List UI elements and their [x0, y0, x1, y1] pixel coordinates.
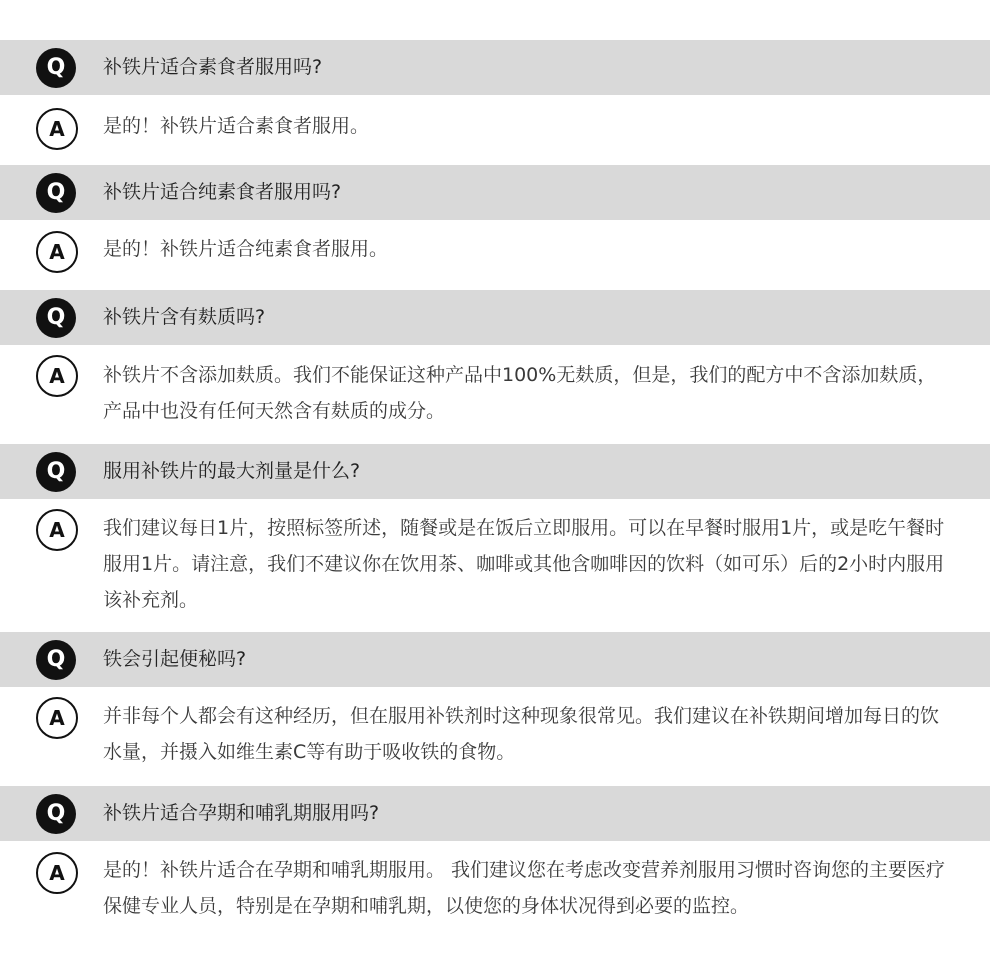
question-row	[0, 632, 990, 687]
question-row	[0, 165, 990, 220]
a-icon: A	[36, 509, 78, 551]
a-icon: A	[36, 355, 78, 397]
question-text: 补铁片适合纯素食者服用吗?	[103, 181, 342, 203]
q-icon: Q	[36, 640, 76, 680]
question-text: 补铁片适合素食者服用吗?	[103, 56, 323, 78]
a-icon: A	[36, 697, 78, 739]
question-text: 服用补铁片的最大剂量是什么?	[103, 460, 361, 482]
question-row	[0, 444, 990, 499]
question-row	[0, 290, 990, 345]
a-icon: A	[36, 231, 78, 273]
question-text: 补铁片含有麸质吗?	[103, 306, 266, 328]
question-text: 铁会引起便秘吗?	[103, 648, 247, 670]
q-icon: Q	[36, 298, 76, 338]
answer-text: 并非每个人都会有这种经历，但在服用补铁剂时这种现象很常见。我们建议在补铁期间增加每日的饮水量，并摄入如维生素C等有助于吸收铁的食物。	[103, 705, 940, 763]
question-row	[0, 786, 990, 841]
q-icon: Q	[36, 173, 76, 213]
q-icon: Q	[36, 48, 76, 88]
answer-text: 补铁片不含添加麸质。我们不能保证这种产品中100%无麸质，但是，我们的配方中不含添加麸质，产品中也没有任何天然含有麸质的成分。	[103, 364, 937, 422]
answer-text: 我们建议每日1片，按照标签所述，随餐或是在饭后立即服用。可以在早餐时服用1片，或是吃午餐时服用1片。请注意，我们不建议你在饮用茶、咖啡或其他含咖啡因的饮料（如可乐）后的2小时内服用该补充剂。	[103, 517, 945, 611]
question-row	[0, 40, 990, 95]
q-icon: Q	[36, 452, 76, 492]
q-icon: Q	[36, 794, 76, 834]
question-text: 补铁片适合孕期和哺乳期服用吗?	[103, 802, 380, 824]
a-icon: A	[36, 108, 78, 150]
answer-text: 是的！补铁片适合纯素食者服用。	[103, 238, 389, 260]
a-icon: A	[36, 852, 78, 894]
answer-text: 是的！补铁片适合素食者服用。	[103, 115, 370, 137]
answer-text: 是的！补铁片适合在孕期和哺乳期服用。 我们建议您在考虑改变营养剂服用习惯时咨询您的主要医疗保健专业人员，特别是在孕期和哺乳期，以使您的身体状况得到必要的监控。	[103, 859, 946, 917]
